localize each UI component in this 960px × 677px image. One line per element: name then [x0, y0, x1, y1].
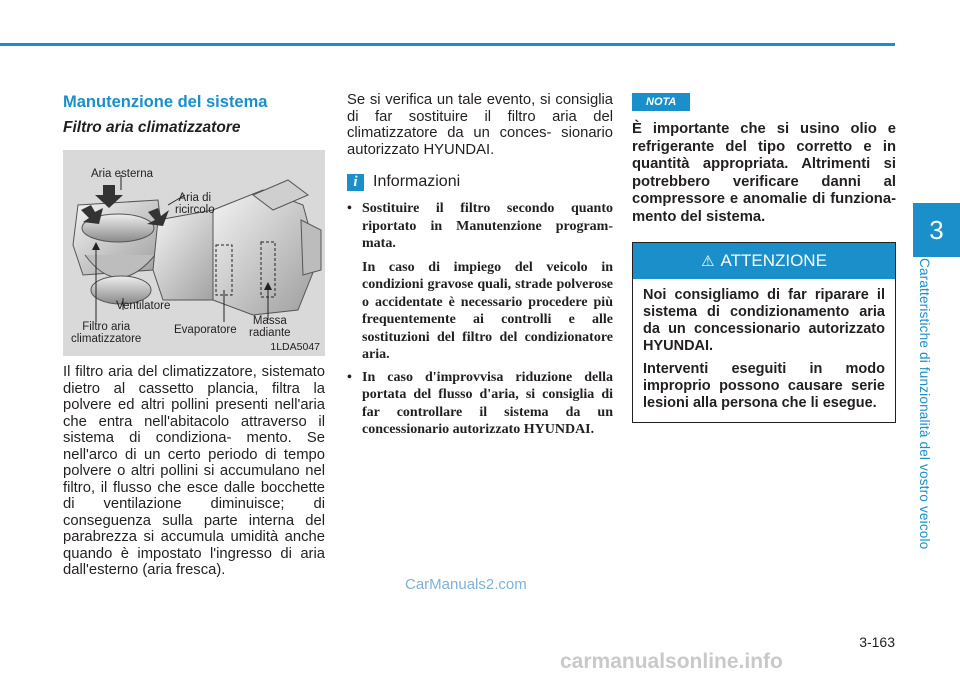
figure-code: 1LDA5047	[270, 341, 320, 353]
label-heater-core	[249, 315, 291, 339]
warning-paragraph: Noi consigliamo di far riparare il sistema di condizionamento aria da un concessionario autorizzato HYUNDAI.	[643, 287, 885, 354]
chapter-tab[interactable]	[913, 203, 960, 257]
label-recirc-line2: ricircolo	[175, 204, 215, 216]
bullet-icon: •	[347, 369, 352, 385]
label-filter-line2: climatizzatore	[71, 333, 142, 345]
info-item	[347, 369, 613, 439]
label-outside-air: Aria esterna	[91, 168, 154, 180]
section-subtitle: Filtro aria climatizzatore	[63, 119, 241, 136]
label-blower: Ventilatore	[116, 300, 171, 312]
chapter-title: Caratteristiche di funzionalità del vostro veicolo	[917, 258, 932, 550]
chapter-number: 3	[929, 214, 944, 245]
column-left	[63, 92, 325, 579]
nota-text: È importante che si usino olio e refrigerante del tipo corretto e in quantità appropriata. Altrimenti si potrebbero verificare danni al compressore e anomalie di funziona-mento del sistema.	[632, 121, 896, 225]
col1-paragraph: Il filtro aria del climatizzatore, sistemato dietro al cassetto plancia, filtra la polvere ed altri pollini presenti nell'aria che entra nell'abitacolo attraverso il sistema di condiziona- mento. Se nell'arco di un certo periodo di tempo polvere o altri pollini si accumulano nel filtro, il flusso che esce dalle bocchette di ventilazione diminuisce; di conseguenza sulla parte interna del parabrezza si accumula umidità anche quando è impostato l'ingresso di aria dall'esterno (aria fresca).	[63, 364, 325, 578]
info-header	[347, 172, 613, 192]
watermark-link[interactable]: CarManuals2.com	[405, 576, 527, 593]
info-title: Informazioni	[373, 173, 461, 190]
warning-box	[632, 242, 896, 423]
info-icon: i	[347, 174, 364, 191]
info-item-text: Sostituire il filtro secondo quanto riportato in Manutenzione program- mata.	[362, 201, 613, 251]
page-number: 3-163	[859, 634, 895, 650]
label-recirc-air	[175, 192, 215, 216]
warning-paragraph: Interventi eseguiti in modo improprio possono causare serie lesioni alla persona che li esegue.	[643, 361, 885, 411]
hvac-diagram	[63, 150, 325, 356]
warning-title: ATTENZIONE	[720, 251, 827, 270]
chapter-side-title	[917, 258, 947, 578]
section-title: Manutenzione del sistema	[63, 93, 268, 111]
label-heater-line2: radiante	[249, 327, 291, 339]
info-item-text: In caso d'improvvisa riduzione della portata del flusso d'aria, si consiglia di far controllare il sistema da un concessionario autorizzato HYUNDAI.	[362, 369, 613, 437]
warning-body	[633, 279, 895, 422]
column-right	[632, 92, 896, 423]
column-middle	[347, 92, 613, 444]
label-recirc-line1: Aria di	[178, 192, 212, 204]
info-item	[347, 200, 613, 364]
info-list	[347, 200, 613, 439]
label-filter	[71, 321, 141, 345]
footer-watermark: carmanualsonline.info	[560, 650, 783, 673]
label-heater-line1: Massa	[252, 315, 287, 327]
bullet-icon: •	[347, 201, 352, 216]
header-rule	[0, 43, 895, 46]
col2-paragraph: Se si verifica un tale evento, si consiglia di far sostituire il filtro aria del climatizzatore da un conces- sionario autorizzato HYUNDAI.	[347, 92, 613, 158]
label-filter-line1: Filtro aria	[82, 321, 131, 333]
warning-icon: ⚠	[701, 253, 715, 270]
info-item-subtext: In caso di impiego del veicolo in condizioni gravose quali, strade polverose o accidentate è necessario procedere più frequentemente ai controlli e alle sostituzioni del filtro del condizionatore aria.	[362, 259, 613, 362]
warning-header	[633, 243, 895, 279]
nota-badge: NOTA	[632, 93, 690, 111]
label-evaporator: Evaporatore	[174, 324, 237, 336]
